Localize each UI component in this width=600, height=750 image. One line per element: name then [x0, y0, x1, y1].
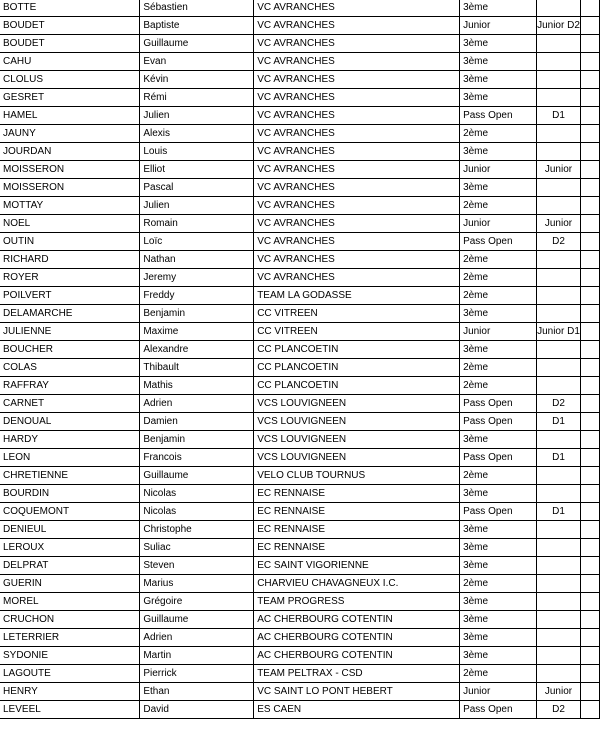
category-cell: Pass Open [460, 233, 537, 251]
first-name-cell: Benjamin [140, 431, 254, 449]
club-cell: VC AVRANCHES [254, 251, 460, 269]
first-name-cell: Ethan [140, 683, 254, 701]
category-cell: Junior [460, 161, 537, 179]
club-cell: VC AVRANCHES [254, 215, 460, 233]
division-cell: D1 [537, 413, 581, 431]
club-cell: TEAM PROGRESS [254, 593, 460, 611]
table-row [0, 179, 600, 197]
club-cell: CC PLANCOETIN [254, 377, 460, 395]
division-cell [537, 341, 581, 359]
first-name-cell: David [140, 701, 254, 719]
extra-cell [580, 629, 599, 647]
first-name-cell: Marius [140, 575, 254, 593]
first-name-cell: Martin [140, 647, 254, 665]
club-cell: AC CHERBOURG COTENTIN [254, 611, 460, 629]
table-row [0, 215, 600, 233]
category-cell: 2ème [460, 359, 537, 377]
last-name-cell: POILVERT [0, 287, 140, 305]
club-cell: TEAM LA GODASSE [254, 287, 460, 305]
first-name-cell: Evan [140, 53, 254, 71]
extra-cell [580, 53, 599, 71]
table-row [0, 593, 600, 611]
table-row [0, 557, 600, 575]
extra-cell [580, 593, 599, 611]
club-cell: VC AVRANCHES [254, 17, 460, 35]
last-name-cell: BOUCHER [0, 341, 140, 359]
table-row [0, 485, 600, 503]
extra-cell [580, 449, 599, 467]
last-name-cell: JOURDAN [0, 143, 140, 161]
club-cell: VCS LOUVIGNEEN [254, 449, 460, 467]
extra-cell [580, 305, 599, 323]
category-cell: 3ème [460, 53, 537, 71]
division-cell: D1 [537, 503, 581, 521]
club-cell: CC PLANCOETIN [254, 341, 460, 359]
category-cell: 3ème [460, 521, 537, 539]
last-name-cell: ROYER [0, 269, 140, 287]
club-cell: AC CHERBOURG COTENTIN [254, 647, 460, 665]
last-name-cell: OUTIN [0, 233, 140, 251]
last-name-cell: DELPRAT [0, 557, 140, 575]
division-cell: Junior D2 [537, 17, 581, 35]
category-cell: 3ème [460, 611, 537, 629]
category-cell: 3ème [460, 485, 537, 503]
club-cell: VC AVRANCHES [254, 143, 460, 161]
club-cell: EC RENNAISE [254, 485, 460, 503]
last-name-cell: MOTTAY [0, 197, 140, 215]
division-cell [537, 377, 581, 395]
category-cell: 3ème [460, 647, 537, 665]
table-row [0, 665, 600, 683]
category-cell: Junior [460, 683, 537, 701]
last-name-cell: LAGOUTE [0, 665, 140, 683]
division-cell [537, 71, 581, 89]
category-cell: 3ème [460, 179, 537, 197]
category-cell: Pass Open [460, 449, 537, 467]
category-cell: 2ème [460, 377, 537, 395]
first-name-cell: Alexis [140, 125, 254, 143]
last-name-cell: LEROUX [0, 539, 140, 557]
category-cell: 3ème [460, 593, 537, 611]
extra-cell [580, 197, 599, 215]
division-cell [537, 53, 581, 71]
last-name-cell: DENIEUL [0, 521, 140, 539]
extra-cell [580, 485, 599, 503]
club-cell: AC CHERBOURG COTENTIN [254, 629, 460, 647]
division-cell [537, 629, 581, 647]
first-name-cell: Guillaume [140, 35, 254, 53]
extra-cell [580, 647, 599, 665]
category-cell: 2ème [460, 251, 537, 269]
table-row [0, 629, 600, 647]
first-name-cell: Guillaume [140, 611, 254, 629]
table-row [0, 53, 600, 71]
last-name-cell: RAFFRAY [0, 377, 140, 395]
division-cell: Junior [537, 215, 581, 233]
extra-cell [580, 161, 599, 179]
last-name-cell: HARDY [0, 431, 140, 449]
first-name-cell: Nicolas [140, 485, 254, 503]
table-row [0, 701, 600, 719]
table-row [0, 89, 600, 107]
club-cell: VC AVRANCHES [254, 53, 460, 71]
extra-cell [580, 701, 599, 719]
table-row [0, 395, 600, 413]
table-row [0, 143, 600, 161]
last-name-cell: COLAS [0, 359, 140, 377]
club-cell: CHARVIEU CHAVAGNEUX I.C. [254, 575, 460, 593]
last-name-cell: HENRY [0, 683, 140, 701]
category-cell: 3ème [460, 557, 537, 575]
last-name-cell: JAUNY [0, 125, 140, 143]
club-cell: VCS LOUVIGNEEN [254, 413, 460, 431]
first-name-cell: Adrien [140, 629, 254, 647]
club-cell: VC AVRANCHES [254, 125, 460, 143]
first-name-cell: Benjamin [140, 305, 254, 323]
category-cell: 2ème [460, 665, 537, 683]
last-name-cell: CRUCHON [0, 611, 140, 629]
club-cell: EC RENNAISE [254, 539, 460, 557]
last-name-cell: JULIENNE [0, 323, 140, 341]
last-name-cell: BOUDET [0, 35, 140, 53]
club-cell: CC PLANCOETIN [254, 359, 460, 377]
division-cell [537, 305, 581, 323]
table-row [0, 269, 600, 287]
extra-cell [580, 557, 599, 575]
last-name-cell: GESRET [0, 89, 140, 107]
last-name-cell: SYDONIE [0, 647, 140, 665]
division-cell [537, 35, 581, 53]
table-row [0, 647, 600, 665]
last-name-cell: LEVEEL [0, 701, 140, 719]
extra-cell [580, 107, 599, 125]
category-cell: 3ème [460, 629, 537, 647]
extra-cell [580, 269, 599, 287]
extra-cell [580, 71, 599, 89]
table-row [0, 503, 600, 521]
division-cell [537, 431, 581, 449]
first-name-cell: Mathis [140, 377, 254, 395]
last-name-cell: BOUDET [0, 17, 140, 35]
category-cell: 2ème [460, 269, 537, 287]
first-name-cell: Romain [140, 215, 254, 233]
category-cell: 2ème [460, 467, 537, 485]
club-cell: VCS LOUVIGNEEN [254, 431, 460, 449]
club-cell: VC AVRANCHES [254, 0, 460, 17]
first-name-cell: Nicolas [140, 503, 254, 521]
club-cell: ES CAEN [254, 701, 460, 719]
extra-cell [580, 287, 599, 305]
extra-cell [580, 431, 599, 449]
extra-cell [580, 0, 599, 17]
club-cell: CC VITREEN [254, 305, 460, 323]
extra-cell [580, 143, 599, 161]
division-cell [537, 0, 581, 17]
extra-cell [580, 323, 599, 341]
category-cell: 3ème [460, 431, 537, 449]
category-cell: 3ème [460, 71, 537, 89]
table-row [0, 539, 600, 557]
first-name-cell: Louis [140, 143, 254, 161]
first-name-cell: Guillaume [140, 467, 254, 485]
last-name-cell: NOEL [0, 215, 140, 233]
club-cell: VCS LOUVIGNEEN [254, 395, 460, 413]
category-cell: Pass Open [460, 413, 537, 431]
category-cell: Junior [460, 17, 537, 35]
last-name-cell: MOISSERON [0, 179, 140, 197]
category-cell: 3ème [460, 143, 537, 161]
club-cell: VC AVRANCHES [254, 35, 460, 53]
first-name-cell: Grégoire [140, 593, 254, 611]
extra-cell [580, 683, 599, 701]
last-name-cell: DELAMARCHE [0, 305, 140, 323]
last-name-cell: LETERRIER [0, 629, 140, 647]
table-row [0, 197, 600, 215]
extra-cell [580, 611, 599, 629]
division-cell [537, 557, 581, 575]
extra-cell [580, 17, 599, 35]
last-name-cell: MOREL [0, 593, 140, 611]
first-name-cell: Baptiste [140, 17, 254, 35]
first-name-cell: Thibault [140, 359, 254, 377]
last-name-cell: BOURDIN [0, 485, 140, 503]
table-row [0, 467, 600, 485]
last-name-cell: CARNET [0, 395, 140, 413]
club-cell: VC AVRANCHES [254, 89, 460, 107]
last-name-cell: LEON [0, 449, 140, 467]
first-name-cell: Pascal [140, 179, 254, 197]
first-name-cell: Damien [140, 413, 254, 431]
club-cell: VC SAINT LO PONT HEBERT [254, 683, 460, 701]
division-cell [537, 539, 581, 557]
division-cell [537, 197, 581, 215]
first-name-cell: Steven [140, 557, 254, 575]
table-row [0, 359, 600, 377]
division-cell [537, 647, 581, 665]
table-row [0, 323, 600, 341]
table-row [0, 449, 600, 467]
club-cell: TEAM PELTRAX - CSD [254, 665, 460, 683]
first-name-cell: Kévin [140, 71, 254, 89]
table-row [0, 251, 600, 269]
table-row [0, 0, 600, 17]
table-row [0, 431, 600, 449]
category-cell: 3ème [460, 539, 537, 557]
first-name-cell: Julien [140, 107, 254, 125]
category-cell: 3ème [460, 89, 537, 107]
extra-cell [580, 341, 599, 359]
division-cell [537, 143, 581, 161]
extra-cell [580, 251, 599, 269]
division-cell: Junior [537, 683, 581, 701]
first-name-cell: Freddy [140, 287, 254, 305]
division-cell: D2 [537, 701, 581, 719]
division-cell: Junior [537, 161, 581, 179]
extra-cell [580, 233, 599, 251]
table-row [0, 233, 600, 251]
extra-cell [580, 521, 599, 539]
table-row [0, 71, 600, 89]
extra-cell [580, 35, 599, 53]
last-name-cell: COQUEMONT [0, 503, 140, 521]
table-row [0, 35, 600, 53]
table-row [0, 377, 600, 395]
division-cell [537, 269, 581, 287]
division-cell: D2 [537, 233, 581, 251]
category-cell: 2ème [460, 197, 537, 215]
category-cell: 3ème [460, 0, 537, 17]
club-cell: VC AVRANCHES [254, 71, 460, 89]
first-name-cell: Julien [140, 197, 254, 215]
category-cell: 2ème [460, 575, 537, 593]
category-cell: Pass Open [460, 701, 537, 719]
category-cell: Pass Open [460, 395, 537, 413]
category-cell: Junior [460, 215, 537, 233]
last-name-cell: BOTTE [0, 0, 140, 17]
table-row [0, 575, 600, 593]
extra-cell [580, 89, 599, 107]
first-name-cell: Loïc [140, 233, 254, 251]
first-name-cell: Pierrick [140, 665, 254, 683]
club-cell: VELO CLUB TOURNUS [254, 467, 460, 485]
last-name-cell: MOISSERON [0, 161, 140, 179]
first-name-cell: Sébastien [140, 0, 254, 17]
first-name-cell: Elliot [140, 161, 254, 179]
extra-cell [580, 665, 599, 683]
first-name-cell: Christophe [140, 521, 254, 539]
category-cell: 2ème [460, 125, 537, 143]
extra-cell [580, 179, 599, 197]
division-cell [537, 521, 581, 539]
last-name-cell: HAMEL [0, 107, 140, 125]
category-cell: Pass Open [460, 107, 537, 125]
last-name-cell: DENOUAL [0, 413, 140, 431]
division-cell [537, 665, 581, 683]
division-cell: D2 [537, 395, 581, 413]
division-cell [537, 611, 581, 629]
category-cell: 2ème [460, 287, 537, 305]
division-cell [537, 89, 581, 107]
division-cell [537, 575, 581, 593]
category-cell: 3ème [460, 341, 537, 359]
division-cell [537, 485, 581, 503]
table-row [0, 125, 600, 143]
table-row [0, 683, 600, 701]
first-name-cell: Adrien [140, 395, 254, 413]
division-cell [537, 179, 581, 197]
division-cell: D1 [537, 107, 581, 125]
category-cell: 3ème [460, 305, 537, 323]
club-cell: VC AVRANCHES [254, 197, 460, 215]
division-cell [537, 251, 581, 269]
club-cell: VC AVRANCHES [254, 161, 460, 179]
division-cell [537, 287, 581, 305]
division-cell [537, 359, 581, 377]
extra-cell [580, 413, 599, 431]
extra-cell [580, 125, 599, 143]
last-name-cell: GUERIN [0, 575, 140, 593]
table-row [0, 17, 600, 35]
club-cell: EC SAINT VIGORIENNE [254, 557, 460, 575]
division-cell [537, 593, 581, 611]
extra-cell [580, 377, 599, 395]
table-row [0, 413, 600, 431]
extra-cell [580, 575, 599, 593]
club-cell: VC AVRANCHES [254, 233, 460, 251]
table-row [0, 287, 600, 305]
first-name-cell: Nathan [140, 251, 254, 269]
extra-cell [580, 215, 599, 233]
division-cell: Junior D1 [537, 323, 581, 341]
table-row [0, 161, 600, 179]
last-name-cell: CAHU [0, 53, 140, 71]
extra-cell [580, 359, 599, 377]
extra-cell [580, 539, 599, 557]
extra-cell [580, 395, 599, 413]
club-cell: VC AVRANCHES [254, 107, 460, 125]
first-name-cell: Maxime [140, 323, 254, 341]
division-cell [537, 467, 581, 485]
extra-cell [580, 503, 599, 521]
last-name-cell: CHRETIENNE [0, 467, 140, 485]
first-name-cell: Alexandre [140, 341, 254, 359]
table-row [0, 107, 600, 125]
club-cell: EC RENNAISE [254, 521, 460, 539]
club-cell: EC RENNAISE [254, 503, 460, 521]
club-cell: CC VITREEN [254, 323, 460, 341]
table-row [0, 611, 600, 629]
category-cell: Junior [460, 323, 537, 341]
club-cell: VC AVRANCHES [254, 179, 460, 197]
last-name-cell: CLOLUS [0, 71, 140, 89]
category-cell: Pass Open [460, 503, 537, 521]
division-cell [537, 125, 581, 143]
first-name-cell: Rémi [140, 89, 254, 107]
club-cell: VC AVRANCHES [254, 269, 460, 287]
category-cell: 3ème [460, 35, 537, 53]
last-name-cell: RICHARD [0, 251, 140, 269]
first-name-cell: Suliac [140, 539, 254, 557]
extra-cell [580, 467, 599, 485]
division-cell: D1 [537, 449, 581, 467]
table-row [0, 521, 600, 539]
table-row [0, 341, 600, 359]
table-row [0, 305, 600, 323]
first-name-cell: Francois [140, 449, 254, 467]
first-name-cell: Jeremy [140, 269, 254, 287]
